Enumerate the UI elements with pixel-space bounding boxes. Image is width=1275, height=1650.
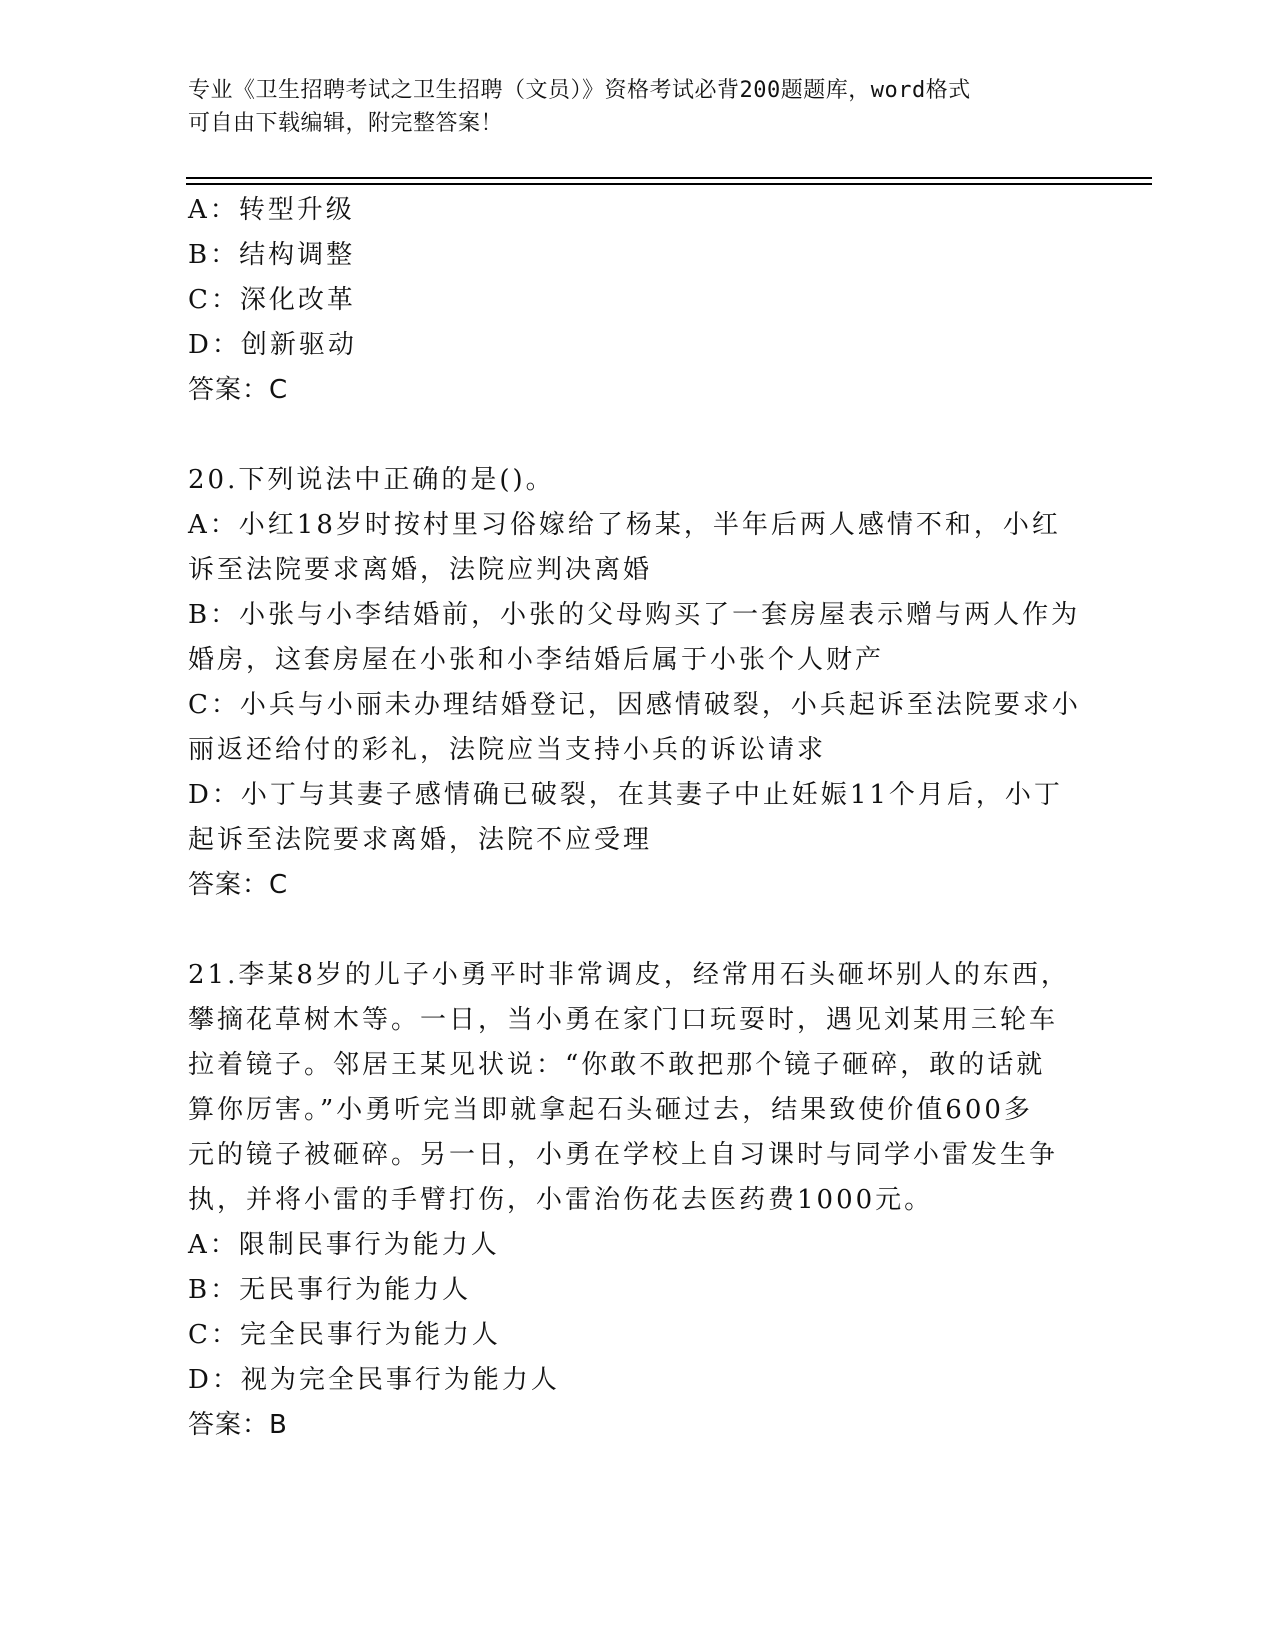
option-c: C：小兵与小丽未办理结婚登记，因感情破裂，小兵起诉至法院要求小	[188, 690, 1081, 720]
question-stem-cont: 攀摘花草树木等。一日，当小勇在家门口玩耍时，遇见刘某用三轮车	[188, 1005, 1059, 1035]
option-d-cont: 起诉至法院要求离婚，法院不应受理	[188, 825, 653, 855]
option-a: A：小红18岁时按村里习俗嫁给了杨某，半年后两人感情不和，小红	[188, 510, 1061, 540]
question-stem-cont: 执，并将小雷的手臂打伤，小雷治伤花去医药费1000元。	[188, 1185, 934, 1215]
spacer	[188, 413, 1088, 458]
option-d: D：创新驱动	[188, 330, 357, 360]
option-d: D：视为完全民事行为能力人	[188, 1365, 560, 1395]
option-c-cont: 丽返还给付的彩礼，法院应当支持小兵的诉讼请求	[188, 735, 827, 765]
option-b: B：小张与小李结婚前，小张的父母购买了一套房屋表示赠与两人作为	[188, 600, 1081, 630]
answer-line: 答案：B	[188, 1410, 288, 1440]
option-a: A：转型升级	[188, 195, 355, 225]
header-line-1: 专业《卫生招聘考试之卫生招聘（文员）》资格考试必背200题题库，word格式	[188, 78, 971, 103]
answer-line: 答案：C	[188, 870, 289, 900]
header-divider-top	[186, 177, 1152, 179]
option-c: C：完全民事行为能力人	[188, 1320, 501, 1350]
header-divider-bottom	[186, 183, 1152, 185]
answer-line: 答案：C	[188, 375, 289, 405]
question-stem-cont: 算你厉害。”小勇听完当即就拿起石头砸过去，结果致使价值600多	[188, 1095, 1033, 1125]
document-header	[188, 74, 1068, 140]
question-stem-cont: 拉着镜子。邻居王某见状说：“你敢不敢把那个镜子砸碎，敢的话就	[188, 1050, 1046, 1080]
document-body	[188, 188, 1088, 1448]
option-b-cont: 婚房，这套房屋在小张和小李结婚后属于小张个人财产	[188, 645, 885, 675]
question-stem: 21.李某8岁的儿子小勇平时非常调皮，经常用石头砸坏别人的东西，	[188, 960, 1070, 990]
option-b: B：无民事行为能力人	[188, 1275, 472, 1305]
option-b: B：结构调整	[188, 240, 356, 270]
option-d: D：小丁与其妻子感情确已破裂，在其妻子中止妊娠11个月后，小丁	[188, 780, 1063, 810]
question-stem: 20.下列说法中正确的是()。	[188, 465, 555, 495]
question-21	[188, 953, 1088, 1448]
option-a-cont: 诉至法院要求离婚，法院应判决离婚	[188, 555, 653, 585]
header-line-2: 可自由下载编辑，附完整答案！	[188, 111, 504, 136]
question-20	[188, 458, 1088, 908]
option-a: A：限制民事行为能力人	[188, 1230, 500, 1260]
spacer	[188, 908, 1088, 953]
option-c: C：深化改革	[188, 285, 356, 315]
question-19-tail	[188, 188, 1088, 413]
question-stem-cont: 元的镜子被砸碎。另一日，小勇在学校上自习课时与同学小雷发生争	[188, 1140, 1059, 1170]
